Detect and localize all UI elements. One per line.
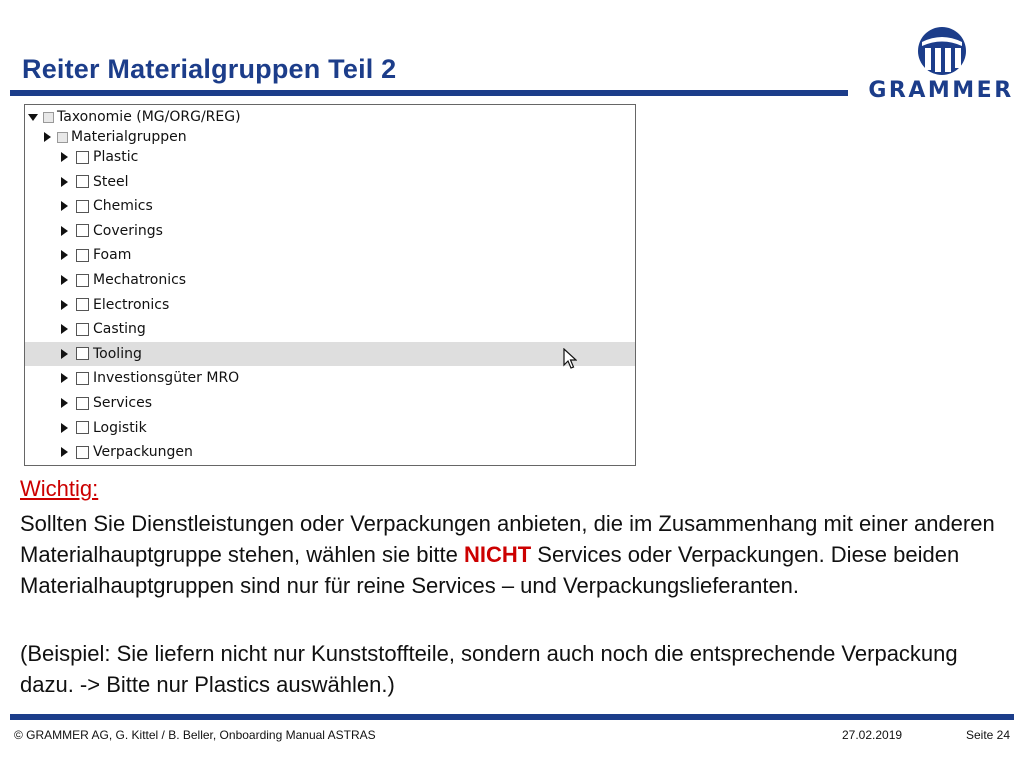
checkbox[interactable] bbox=[76, 446, 89, 459]
tree-item-verpackungen[interactable] bbox=[25, 440, 635, 464]
expand-arrow-icon[interactable] bbox=[58, 373, 70, 383]
tree-item-label: Foam bbox=[93, 247, 132, 264]
tree-item-label: Casting bbox=[93, 321, 146, 338]
partial-checkbox[interactable] bbox=[57, 132, 68, 143]
expand-arrow-icon[interactable] bbox=[58, 300, 70, 310]
tree-item-investionsgueter-mro[interactable] bbox=[25, 366, 635, 390]
checkbox[interactable] bbox=[76, 151, 89, 164]
checkbox[interactable] bbox=[76, 421, 89, 434]
checkbox[interactable] bbox=[76, 397, 89, 410]
expand-arrow-icon[interactable] bbox=[58, 177, 70, 187]
logo-emblem-icon bbox=[862, 24, 1020, 78]
tree-item-label: Chemics bbox=[93, 198, 153, 215]
expand-arrow-icon[interactable] bbox=[58, 398, 70, 408]
expand-arrow-icon[interactable] bbox=[58, 349, 70, 359]
title-rule bbox=[10, 90, 848, 96]
grammer-logo bbox=[862, 24, 1020, 104]
tree-item-label: Services bbox=[93, 395, 153, 411]
taxonomy-tree bbox=[24, 104, 636, 466]
checkbox[interactable] bbox=[76, 323, 89, 336]
mouse-cursor-icon bbox=[563, 348, 577, 370]
expand-arrow-icon[interactable] bbox=[41, 132, 53, 142]
tree-item-chemics[interactable] bbox=[25, 194, 635, 218]
tree-item-casting[interactable] bbox=[25, 317, 635, 341]
tree-item-coverings[interactable] bbox=[25, 219, 635, 243]
tree-item-services[interactable] bbox=[25, 391, 635, 415]
tree-item-label: Verpackungen bbox=[93, 444, 193, 461]
tree-item-foam[interactable] bbox=[25, 243, 635, 267]
expand-arrow-icon[interactable] bbox=[58, 152, 70, 162]
tree-item-tooling[interactable] bbox=[25, 342, 635, 366]
warning-heading: Wichtig: bbox=[20, 476, 99, 501]
collapse-arrow-icon[interactable] bbox=[27, 114, 39, 121]
tree-item-label: Investionsgüter MRO bbox=[93, 370, 240, 387]
logo-wordmark: GRAMMER bbox=[868, 78, 1014, 103]
tree-group-label: Materialgruppen bbox=[71, 129, 187, 145]
slide-title: Reiter Materialgruppen Teil 2 bbox=[22, 54, 397, 84]
expand-arrow-icon[interactable] bbox=[58, 447, 70, 457]
expand-arrow-icon[interactable] bbox=[58, 423, 70, 433]
tree-item-label: Logistik bbox=[93, 419, 147, 436]
tree-item-steel[interactable] bbox=[25, 170, 635, 194]
tree-item-mechatronics[interactable] bbox=[25, 268, 635, 292]
note-text: Sollten Sie Dienstleistungen oder Verpackungen anbieten, die im Zusammenhang mit einer anderen Materialhauptgruppe stehen, wählen sie bitte bbox=[20, 511, 995, 567]
checkbox[interactable] bbox=[76, 175, 89, 188]
expand-arrow-icon[interactable] bbox=[58, 250, 70, 260]
partial-checkbox[interactable] bbox=[43, 112, 54, 123]
tree-item-label: Tooling bbox=[93, 345, 142, 362]
tree-item-label: Mechatronics bbox=[93, 272, 187, 288]
tree-item-electronics[interactable] bbox=[25, 293, 635, 317]
checkbox[interactable] bbox=[76, 298, 89, 311]
expand-arrow-icon[interactable] bbox=[58, 324, 70, 334]
note-paragraph-2: (Beispiel: Sie liefern nicht nur Kunststoffteile, sondern auch noch die entsprechende Verpackung dazu. -> Bitte nur Plastics auswählen.) bbox=[20, 641, 958, 697]
checkbox[interactable] bbox=[76, 249, 89, 262]
expand-arrow-icon[interactable] bbox=[58, 226, 70, 236]
tree-root-label: Taxonomie (MG/ORG/REG) bbox=[57, 109, 241, 125]
footer-rule bbox=[10, 714, 1014, 720]
note-paragraph-1 bbox=[20, 508, 1010, 601]
expand-arrow-icon[interactable] bbox=[58, 275, 70, 285]
footer-copyright: © GRAMMER AG, G. Kittel / B. Beller, Onboarding Manual ASTRAS bbox=[14, 728, 376, 742]
tree-item-plastic[interactable] bbox=[25, 145, 635, 169]
checkbox[interactable] bbox=[76, 347, 89, 360]
emphasis-not: NICHT bbox=[463, 542, 532, 567]
tree-item-label: Steel bbox=[93, 173, 129, 190]
checkbox[interactable] bbox=[76, 274, 89, 287]
tree-item-label: Electronics bbox=[93, 296, 170, 313]
checkbox[interactable] bbox=[76, 200, 89, 213]
tree-item-logistik[interactable] bbox=[25, 416, 635, 440]
note-text: Services oder Verpackungen. Diese beiden Materialhauptgruppen sind nur für reine Services – und Verpackungslieferanten. bbox=[20, 542, 960, 598]
checkbox[interactable] bbox=[76, 224, 89, 237]
expand-arrow-icon[interactable] bbox=[58, 201, 70, 211]
checkbox[interactable] bbox=[76, 372, 89, 385]
tree-item-label: Coverings bbox=[93, 222, 163, 239]
tree-item-label: Plastic bbox=[93, 149, 139, 165]
footer-page-number: Seite 24 bbox=[966, 728, 1011, 742]
footer-date: 27.02.2019 bbox=[842, 728, 903, 742]
